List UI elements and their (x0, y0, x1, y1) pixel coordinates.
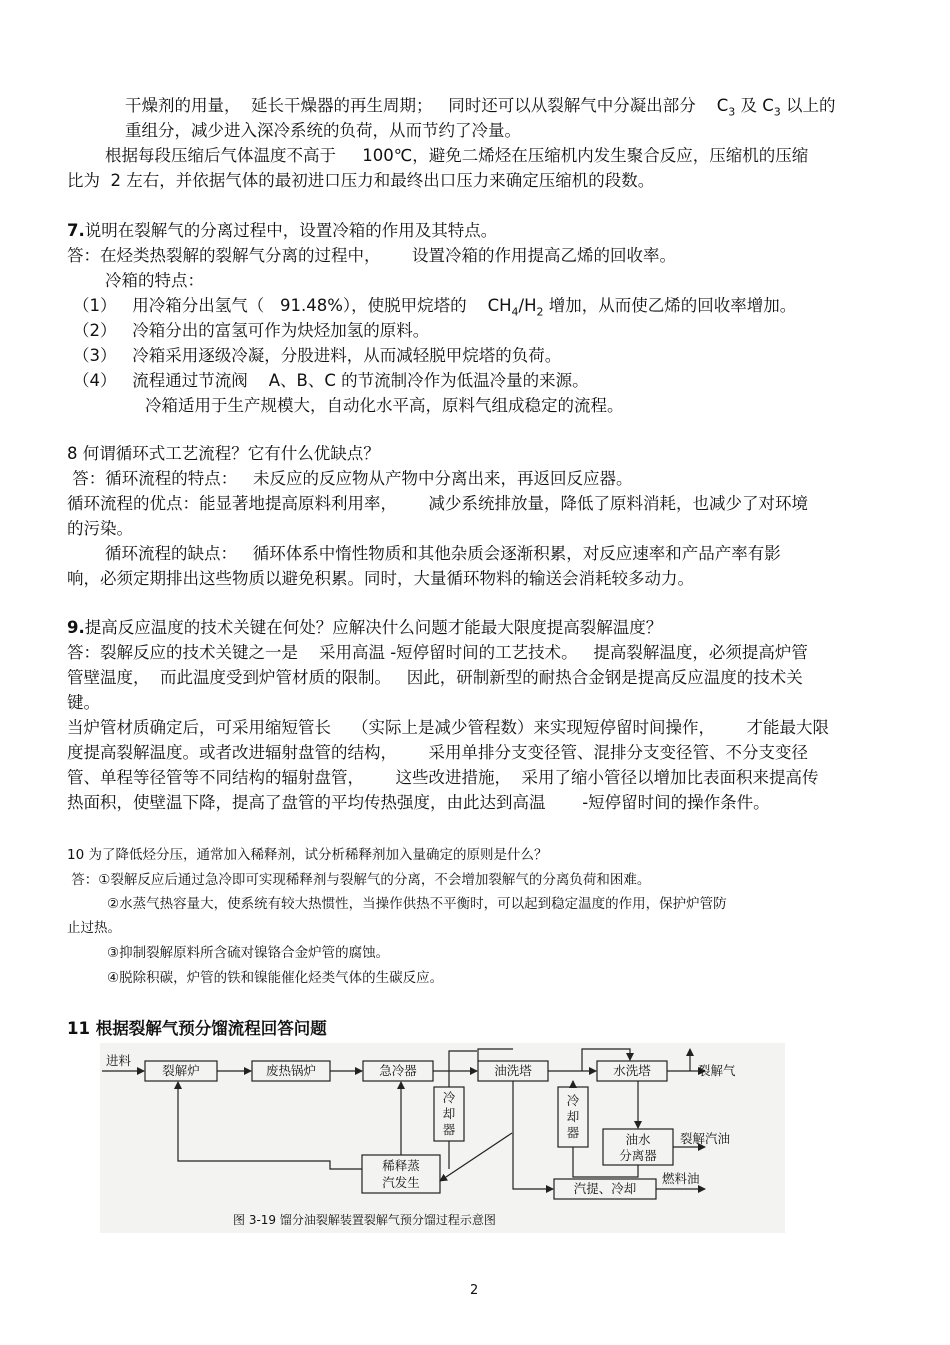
answer-line: 管、单程等径管等不同结构的辐射盘管， 这些改进措施， 采用了缩小管径以增加比表面积来提高传 (67, 768, 819, 787)
steam-generator-label: 汽发生 (382, 1175, 420, 1190)
furnace-label: 裂解炉 (162, 1063, 200, 1078)
answer-line: 答：裂解反应的技术关键之一是 采用高温 -短停留时间的工艺技术。 提高裂解温度，必须提高炉管 (67, 643, 808, 662)
answer-line: 冷箱的特点： (105, 271, 204, 290)
text-line: 干燥剂的用量， 延长干燥器的再生周期； 同时还可以从裂解气中分凝出部分 $C_3$ 及 $C_3$ 以上的 (125, 96, 836, 119)
diagram-caption: 图 3-19 馏分油裂解装置裂解气预分馏过程示意图 (233, 1213, 496, 1227)
feed-label: 进料 (106, 1053, 132, 1068)
cooler1-label: 却 (442, 1106, 456, 1121)
list-item: （1） 用冷箱分出氢气（ 91.48%），使脱甲烷塔的 $CH_4/H_2$ 增加，从而使乙烯的回收率增加。 (73, 296, 797, 319)
answer-line: 答：在烃类热裂解的裂解气分离的过程中， 设置冷箱的作用提高乙烯的回收率。 (67, 246, 676, 265)
fuel-oil-label: 燃料油 (662, 1171, 700, 1186)
list-item: （4） 流程通过节流阀 A、B、C 的节流制冷作为低温冷量的来源。 (73, 371, 589, 390)
water-tower-label: 水洗塔 (613, 1063, 651, 1078)
answer-line: 热面积，使壁温下降，提高了盘管的平均传热强度，由此达到高温 -短停留时间的操作条件。 (67, 793, 770, 812)
cooler2-label: 却 (566, 1109, 580, 1124)
question-7: 7.说明在裂解气的分离过程中，设置冷箱的作用及其特点。 (67, 221, 498, 240)
answer-line: 答：循环流程的特点： 未反应的反应物从产物中分离出来，再返回反应器。 (67, 469, 633, 488)
answer-line: 键。 (67, 693, 100, 712)
text-line: 根据每段压缩后气体温度不高于 100℃，避免二烯烃在压缩机内发生聚合反应，压缩机的压缩 (105, 146, 809, 165)
answer-line: 冷箱适用于生产规模大，自动化水平高，原料气组成稳定的流程。 (145, 396, 624, 415)
cooler2-label: 器 (566, 1125, 580, 1140)
oil-tower-label: 油洗塔 (494, 1063, 532, 1078)
list-item: （3） 冷箱采用逐级冷凝，分股进料，从而减轻脱甲烷塔的负荷。 (73, 346, 562, 365)
answer-line: 循环流程的缺点： 循环体系中惰性物质和其他杂质会逐渐积累，对反应速率和产品产率有影 (105, 544, 781, 563)
text-line: 比为 2 左右，并依据气体的最初进口压力和最终出口压力来确定压缩机的段数。 (67, 171, 655, 190)
quench-label: 急冷器 (379, 1063, 417, 1078)
answer-line: 止过热。 (67, 920, 121, 936)
cooler1-label: 器 (442, 1122, 456, 1137)
stripping-label: 汽提、冷却 (573, 1181, 637, 1196)
answer-line: 的污染。 (67, 519, 133, 538)
cracked-gasoline-label: 裂解汽油 (680, 1131, 731, 1146)
answer-line: 度提高裂解温度。或者改进辐射盘管的结构， 采用单排分支变径管、混排分支变径管、不分支变径 (67, 743, 808, 762)
answer-line: ③抑制裂解原料所含硫对镍铬合金炉管的腐蚀。 (107, 945, 390, 961)
answer-line: 当炉管材质确定后，可采用缩短管长 （实际上是减少管程数）来实现短停留时间操作， 才能最大限 (67, 718, 829, 737)
answer-line: 答：①裂解反应后通过急冷即可实现稀释剂与裂解气的分离，不会增加裂解气的分离负荷和困难。 (67, 872, 651, 888)
text-line: 重组分，减少进入深冷系统的负荷，从而节约了冷量。 (125, 121, 521, 140)
steam-generator-label: 稀释蒸 (382, 1158, 420, 1173)
question-11: 11 根据裂解气预分馏流程回答问题 (67, 1019, 327, 1038)
question-10: 10 为了降低烃分压，通常加入稀释剂，试分析稀释剂加入量确定的原则是什么？ (67, 847, 548, 863)
cooler2-label: 冷 (566, 1093, 580, 1108)
answer-line: 响，必须定期排出这些物质以避免积累。同时，大量循环物料的输送会消耗较多动力。 (67, 569, 694, 588)
cooler1-label: 冷 (442, 1090, 456, 1105)
boiler-label: 废热锅炉 (265, 1063, 317, 1078)
separator-label: 油水 (625, 1132, 651, 1147)
separator-label: 分离器 (619, 1148, 657, 1163)
cracked-gas-label: 裂解气 (698, 1063, 736, 1078)
question-8: 8 何谓循环式工艺流程？它有什么优缺点？ (67, 444, 380, 463)
page-number: 2 (470, 1283, 479, 1298)
question-9: 9.提高反应温度的技术关键在何处？应解决什么问题才能最大限度提高裂解温度？ (67, 618, 663, 637)
answer-line: ②水蒸气热容量大，使系统有较大热惯性，当操作供热不平衡时，可以起到稳定温度的作用，保护炉管防 (107, 896, 727, 912)
flow-diagram (100, 1043, 785, 1233)
answer-line: ④脱除积碳，炉管的铁和镍能催化烃类气体的生碳反应。 (107, 970, 444, 986)
answer-line: 循环流程的优点：能显著地提高原料利用率， 减少系统排放量，降低了原料消耗，也减少了对环境 (67, 494, 808, 513)
list-item: （2） 冷箱分出的富氢可作为炔烃加氢的原料。 (73, 321, 430, 340)
answer-line: 管壁温度， 而此温度受到炉管材质的限制。 因此，研制新型的耐热合金钢是提高反应温度的技术关 (67, 668, 803, 687)
